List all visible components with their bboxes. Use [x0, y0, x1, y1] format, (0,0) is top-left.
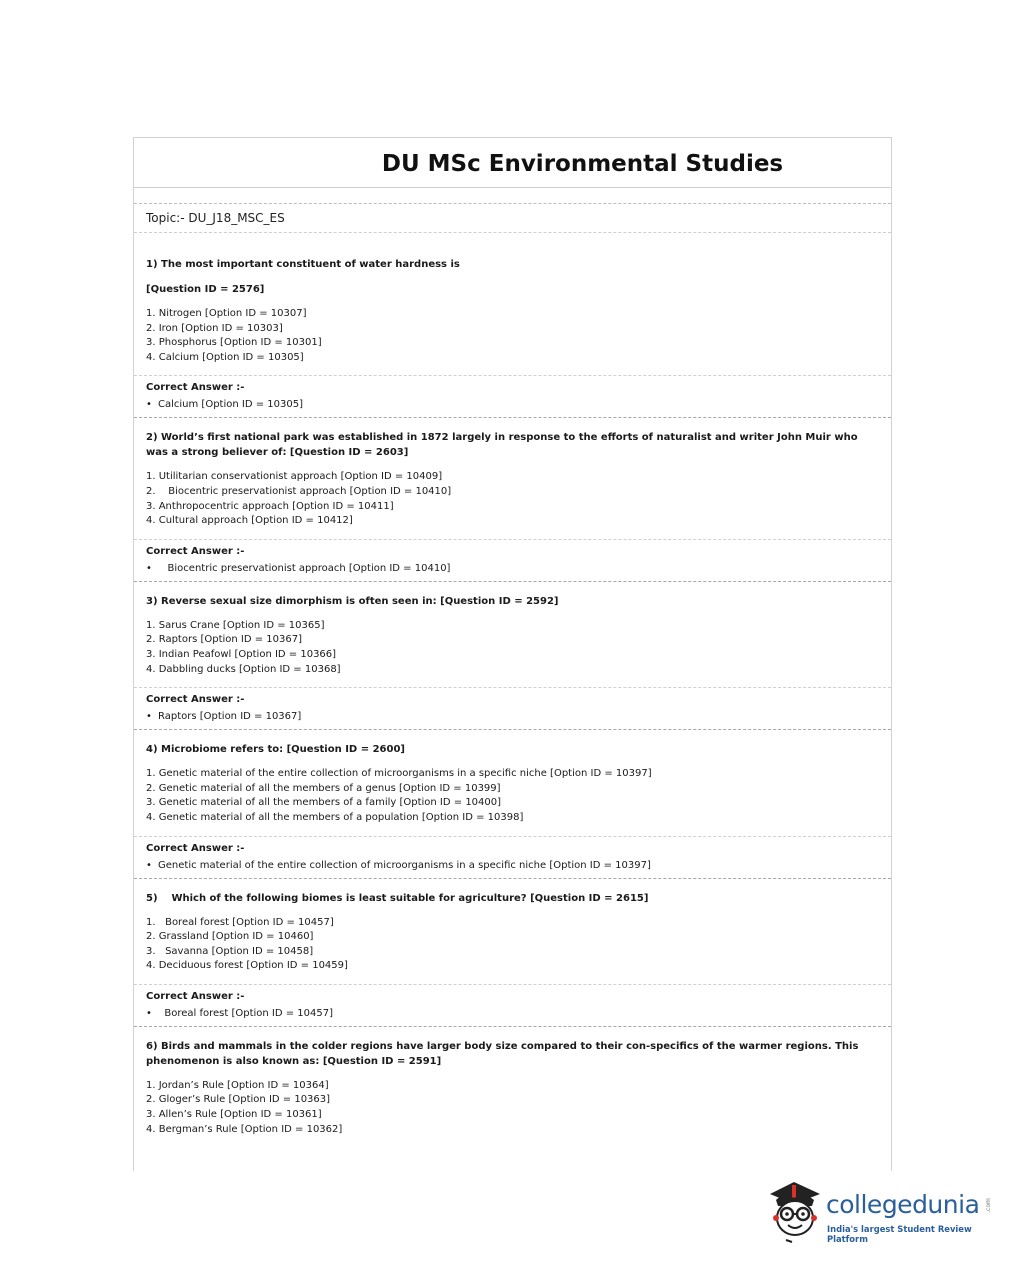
question-text: 1) The most important constituent of water hardness is — [146, 259, 460, 270]
option-item: 1. Jordan’s Rule [Option ID = 10364] — [146, 1079, 329, 1091]
correct-answer-text: Calcium [Option ID = 10305] — [158, 399, 303, 411]
correct-answer-label: Correct Answer :- — [146, 990, 245, 1002]
option-item: 1. Nitrogen [Option ID = 10307] — [146, 308, 307, 319]
correct-answer — [146, 397, 879, 412]
option-item: 2. Iron [Option ID = 10303] — [146, 322, 283, 334]
option-item: 4. Bergman’s Rule [Option ID = 10362] — [146, 1123, 343, 1135]
collegedunia-logo[interactable] — [764, 1176, 1004, 1248]
bullet-icon: • — [146, 711, 152, 723]
logo-suffix: .com — [984, 1198, 992, 1213]
divider — [134, 687, 891, 688]
correct-answer-text: Biocentric preservationist approach [Option ID = 10410] — [158, 562, 451, 574]
option-item: 2. Gloger’s Rule [Option ID = 10363] — [146, 1094, 331, 1106]
correct-answer-text: Raptors [Option ID = 10367] — [158, 711, 302, 723]
question-block — [134, 730, 891, 878]
option-item: 4. Dabbling ducks [Option ID = 10368] — [146, 663, 341, 675]
question-id: [Question ID = 2576] — [146, 284, 265, 295]
correct-answer-text: Genetic material of the entire collection of microorganisms in a specific niche [Option ID = 10397] — [158, 859, 651, 871]
question-text: 5) Which of the following biomes is least suitable for agriculture? [Question ID = 2615] — [146, 892, 649, 904]
document-frame — [133, 137, 892, 1171]
option-item: 2. Genetic material of all the members of a genus [Option ID = 10399] — [146, 782, 501, 794]
student-mascot-icon — [764, 1176, 826, 1246]
option-item: 1. Boreal forest [Option ID = 10457] — [146, 916, 334, 928]
divider — [134, 984, 891, 985]
correct-answer — [146, 858, 879, 873]
question-block — [134, 879, 891, 1027]
option-item: 4. Cultural approach [Option ID = 10412] — [146, 515, 353, 527]
option-item: 3. Phosphorus [Option ID = 10301] — [146, 337, 322, 349]
correct-answer-label: Correct Answer :- — [146, 842, 245, 854]
logo-wordmark: collegedunia — [826, 1190, 980, 1219]
option-item: 3. Genetic material of all the members of a family [Option ID = 10400] — [146, 797, 502, 809]
divider — [134, 375, 891, 376]
correct-answer-label: Correct Answer :- — [146, 382, 245, 394]
question-text: 4) Microbiome refers to: [Question ID = 2600] — [146, 744, 405, 756]
bullet-icon: • — [146, 562, 152, 574]
option-item: 2. Grassland [Option ID = 10460] — [146, 931, 314, 943]
page-title: DU MSc Environmental Studies — [134, 138, 891, 188]
correct-answer-text: Boreal forest [Option ID = 10457] — [158, 1007, 334, 1019]
option-item: 3. Savanna [Option ID = 10458] — [146, 945, 314, 957]
option-item: 4. Calcium [Option ID = 10305] — [146, 351, 304, 363]
option-item: 4. Deciduous forest [Option ID = 10459] — [146, 960, 348, 972]
option-item: 3. Allen’s Rule [Option ID = 10361] — [146, 1109, 322, 1121]
question-text: 6) Birds and mammals in the colder regions have larger body size compared to their con-specifics of the warmer regions. This phenomenon is also known as: [Question ID = 2591] — [146, 1040, 859, 1067]
option-item: 1. Utilitarian conservationist approach [Option ID = 10409] — [146, 471, 443, 483]
option-item: 1. Genetic material of the entire collection of microorganisms in a specific niche [Option ID = 10397] — [146, 768, 652, 780]
option-item: 1. Sarus Crane [Option ID = 10365] — [146, 619, 325, 631]
question-block — [134, 418, 891, 581]
question-block — [134, 582, 891, 730]
divider — [134, 836, 891, 837]
logo-tagline: India's largest Student Review Platform — [827, 1224, 972, 1244]
divider — [134, 188, 891, 204]
bullet-icon: • — [146, 859, 152, 871]
topic-line: Topic:- DU_J18_MSC_ES — [134, 204, 891, 233]
correct-answer-label: Correct Answer :- — [146, 545, 245, 557]
option-item: 4. Genetic material of all the members of a population [Option ID = 10398] — [146, 811, 524, 823]
option-item: 3. Anthropocentric approach [Option ID = 10411] — [146, 500, 394, 512]
option-item: 3. Indian Peafowl [Option ID = 10366] — [146, 648, 337, 660]
correct-answer — [146, 1006, 879, 1021]
correct-answer — [146, 561, 879, 576]
question-block — [134, 233, 891, 418]
question-text: 2) World’s first national park was established in 1872 largely in response to the efforts of naturalist and writer John Muir who was a strong believer of: [Question ID = 2603] — [146, 432, 858, 459]
bullet-icon: • — [146, 1007, 152, 1019]
correct-answer — [146, 709, 879, 724]
bullet-icon: • — [146, 399, 152, 411]
question-text: 3) Reverse sexual size dimorphism is often seen in: [Question ID = 2592] — [146, 595, 559, 607]
divider — [134, 539, 891, 540]
option-item: 2. Biocentric preservationist approach [Option ID = 10410] — [146, 485, 452, 497]
question-block — [134, 1027, 891, 1137]
correct-answer-label: Correct Answer :- — [146, 694, 245, 706]
option-item: 2. Raptors [Option ID = 10367] — [146, 634, 303, 646]
